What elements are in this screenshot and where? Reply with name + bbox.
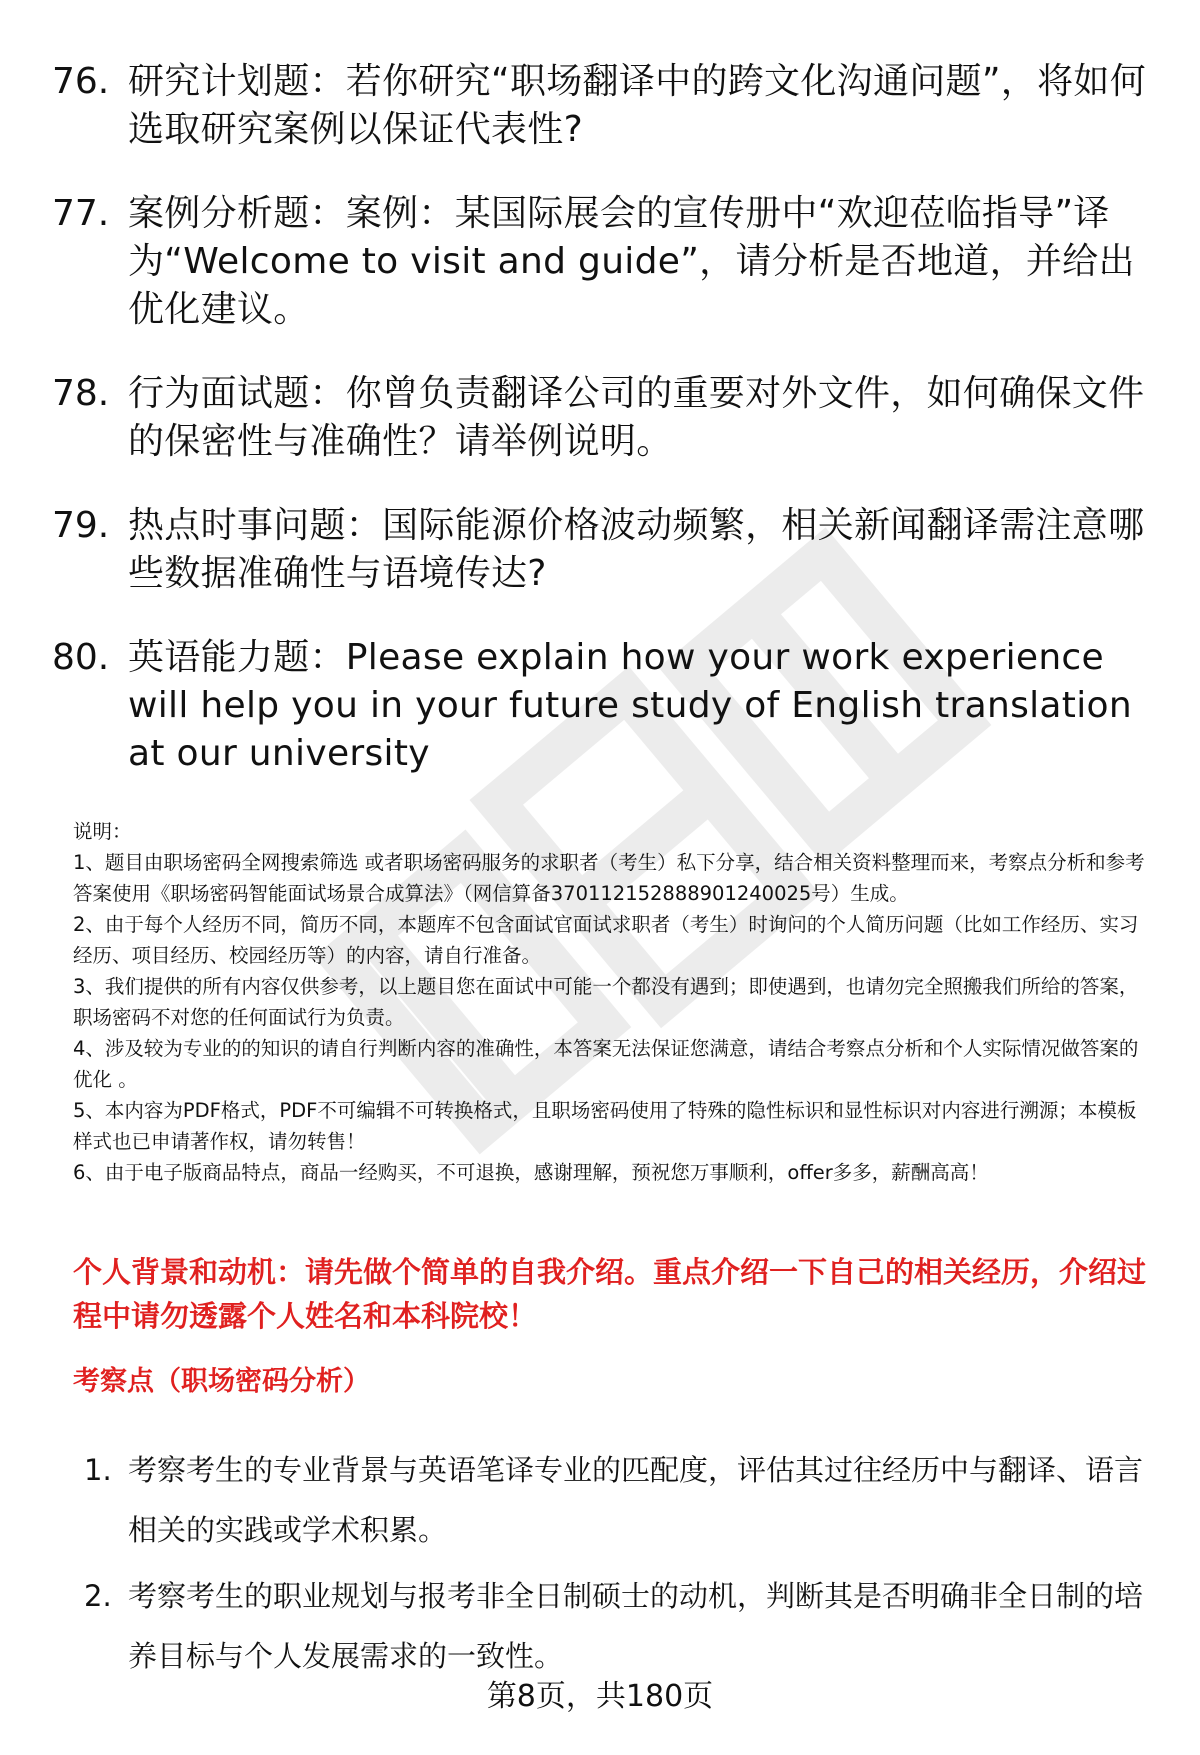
question-number: 78. (52, 373, 110, 414)
question-number: 79. (52, 505, 110, 546)
question-item (52, 634, 1152, 778)
question-item (52, 502, 1152, 598)
question-text: 热点时事问题：国际能源价格波动频繁，相关新闻翻译需注意哪些数据准确性与语境传达? (128, 505, 1145, 594)
note-item: 3、我们提供的所有内容仅供参考，以上题目您在面试中可能一个都没有遇到；即使遇到，也请勿完全照搬我们所给的答案，职场密码不对您的任何面试行为负责。 (73, 975, 1139, 1029)
analysis-point (84, 1440, 1154, 1560)
question-text: 案例分析题：案例：某国际展会的宣传册中“欢迎莅临指导”译为“Welcome to visit and guide”，请分析是否地道，并给出优化建议。 (128, 193, 1135, 330)
note-item: 2、由于每个人经历不同，简历不同，本题库不包含面试官面试求职者（考生）时询问的个人简历问题（比如工作经历、实习经历、项目经历、校园经历等）的内容，请自行准备。 (73, 913, 1139, 967)
question-list (52, 58, 1152, 814)
note-item: 1、题目由职场密码全网搜索筛选 或者职场密码服务的求职者（考生）私下分享，结合相关资料整理而来，考察点分析和参考答案使用《职场密码智能面试场景合成算法》（网信算备370112152888901240025号）生成。 (73, 851, 1145, 905)
notes-title: 说明： (73, 820, 132, 843)
question-number: 77. (52, 193, 110, 234)
question-item (52, 370, 1152, 466)
point-number: 1. (84, 1453, 112, 1487)
note-item: 5、本内容为PDF格式，PDF不可编辑不可转换格式，且职场密码使用了特殊的隐性标识和显性标识对内容进行溯源；本模板样式也已申请著作权，请勿转售！ (73, 1099, 1137, 1153)
question-text: 英语能力题：Please explain how your work experience will help you in your future study of English translation at our university (128, 637, 1132, 774)
page-number: 第8页，共180页 (486, 1679, 714, 1714)
question-text: 研究计划题：若你研究“职场翻译中的跨文化沟通问题”，将如何选取研究案例以保证代表性? (128, 61, 1147, 150)
section-heading: 个人背景和动机：请先做个简单的自我介绍。重点介绍一下自己的相关经历，介绍过程中请勿透露个人姓名和本科院校！ (73, 1255, 1147, 1333)
note-item: 4、涉及较为专业的的知识的请自行判断内容的准确性，本答案无法保证您满意，请结合考察点分析和个人实际情况做答案的优化 。 (73, 1037, 1139, 1091)
point-number: 2. (84, 1579, 112, 1613)
question-number: 80. (52, 637, 110, 678)
question-item (52, 190, 1152, 334)
section-subheading: 考察点（职场密码分析） (73, 1366, 370, 1397)
question-text: 行为面试题：你曾负责翻译公司的重要对外文件，如何确保文件的保密性与准确性？请举例说明。 (128, 373, 1145, 462)
point-text: 考察考生的专业背景与英语笔译专业的匹配度，评估其过往经历中与翻译、语言相关的实践或学术积累。 (128, 1453, 1144, 1547)
analysis-point (84, 1566, 1154, 1686)
point-text: 考察考生的职业规划与报考非全日制硕士的动机，判断其是否明确非全日制的培养目标与个人发展需求的一致性。 (128, 1579, 1144, 1673)
question-number: 76. (52, 61, 110, 102)
analysis-points (84, 1440, 1154, 1692)
question-item (52, 58, 1152, 154)
notes-section (73, 816, 1153, 1188)
note-item: 6、由于电子版商品特点，商品一经购买，不可退换，感谢理解，预祝您万事顺利，offer多多，薪酬高高！ (73, 1161, 989, 1184)
